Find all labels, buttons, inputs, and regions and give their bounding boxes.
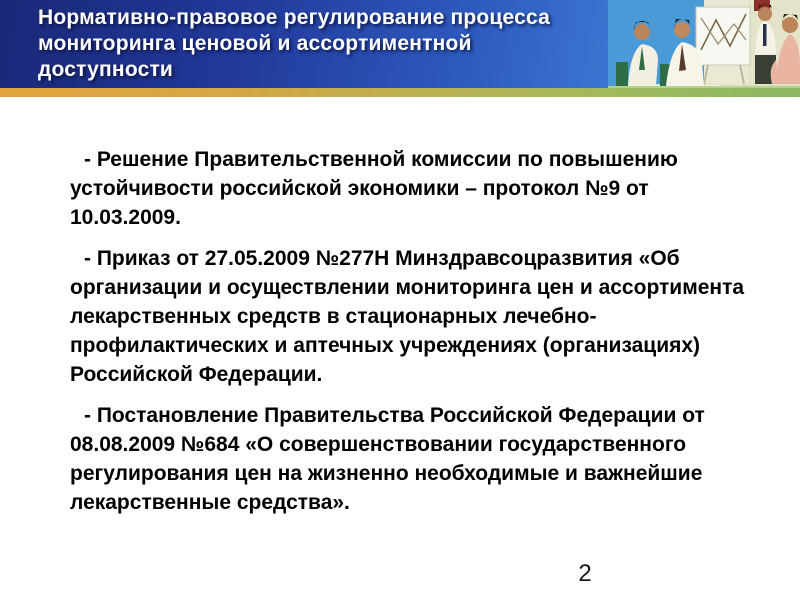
office-meeting-photo-icon — [608, 0, 800, 97]
slide-title — [38, 5, 598, 83]
header-accent-strip — [0, 88, 800, 97]
slide-title-line-1: Нормативно-правовое регулирование процесса — [38, 6, 551, 29]
slide-body — [70, 145, 762, 529]
body-paragraph-order: - Приказ от 27.05.2009 №277Н Минздравсоцразвития «Об организации и осуществлении мониторинга цен и ассортимента лекарственных средств в стационарных лечебно-профилактических и аптечных учреждениях (организациях) Российской Федерации. — [70, 247, 745, 386]
slide-title-line-2: мониторинга ценовой и ассортиментной — [38, 32, 472, 55]
page-number: 2 — [578, 560, 592, 587]
body-paragraph-resolution: - Решение Правительственной комиссии по повышению устойчивости российской экономики – протокол №9 от 10.03.2009. — [70, 148, 678, 229]
slide-title-line-3: доступности — [38, 58, 174, 81]
body-paragraph-decree: - Постановление Правительства Российской Федерации от 08.08.2009 №684 «О совершенствовании государственного регулирования цен на жизненно необходимые и важнейшие лекарственные средства». — [70, 404, 705, 514]
slide-header — [0, 0, 800, 97]
